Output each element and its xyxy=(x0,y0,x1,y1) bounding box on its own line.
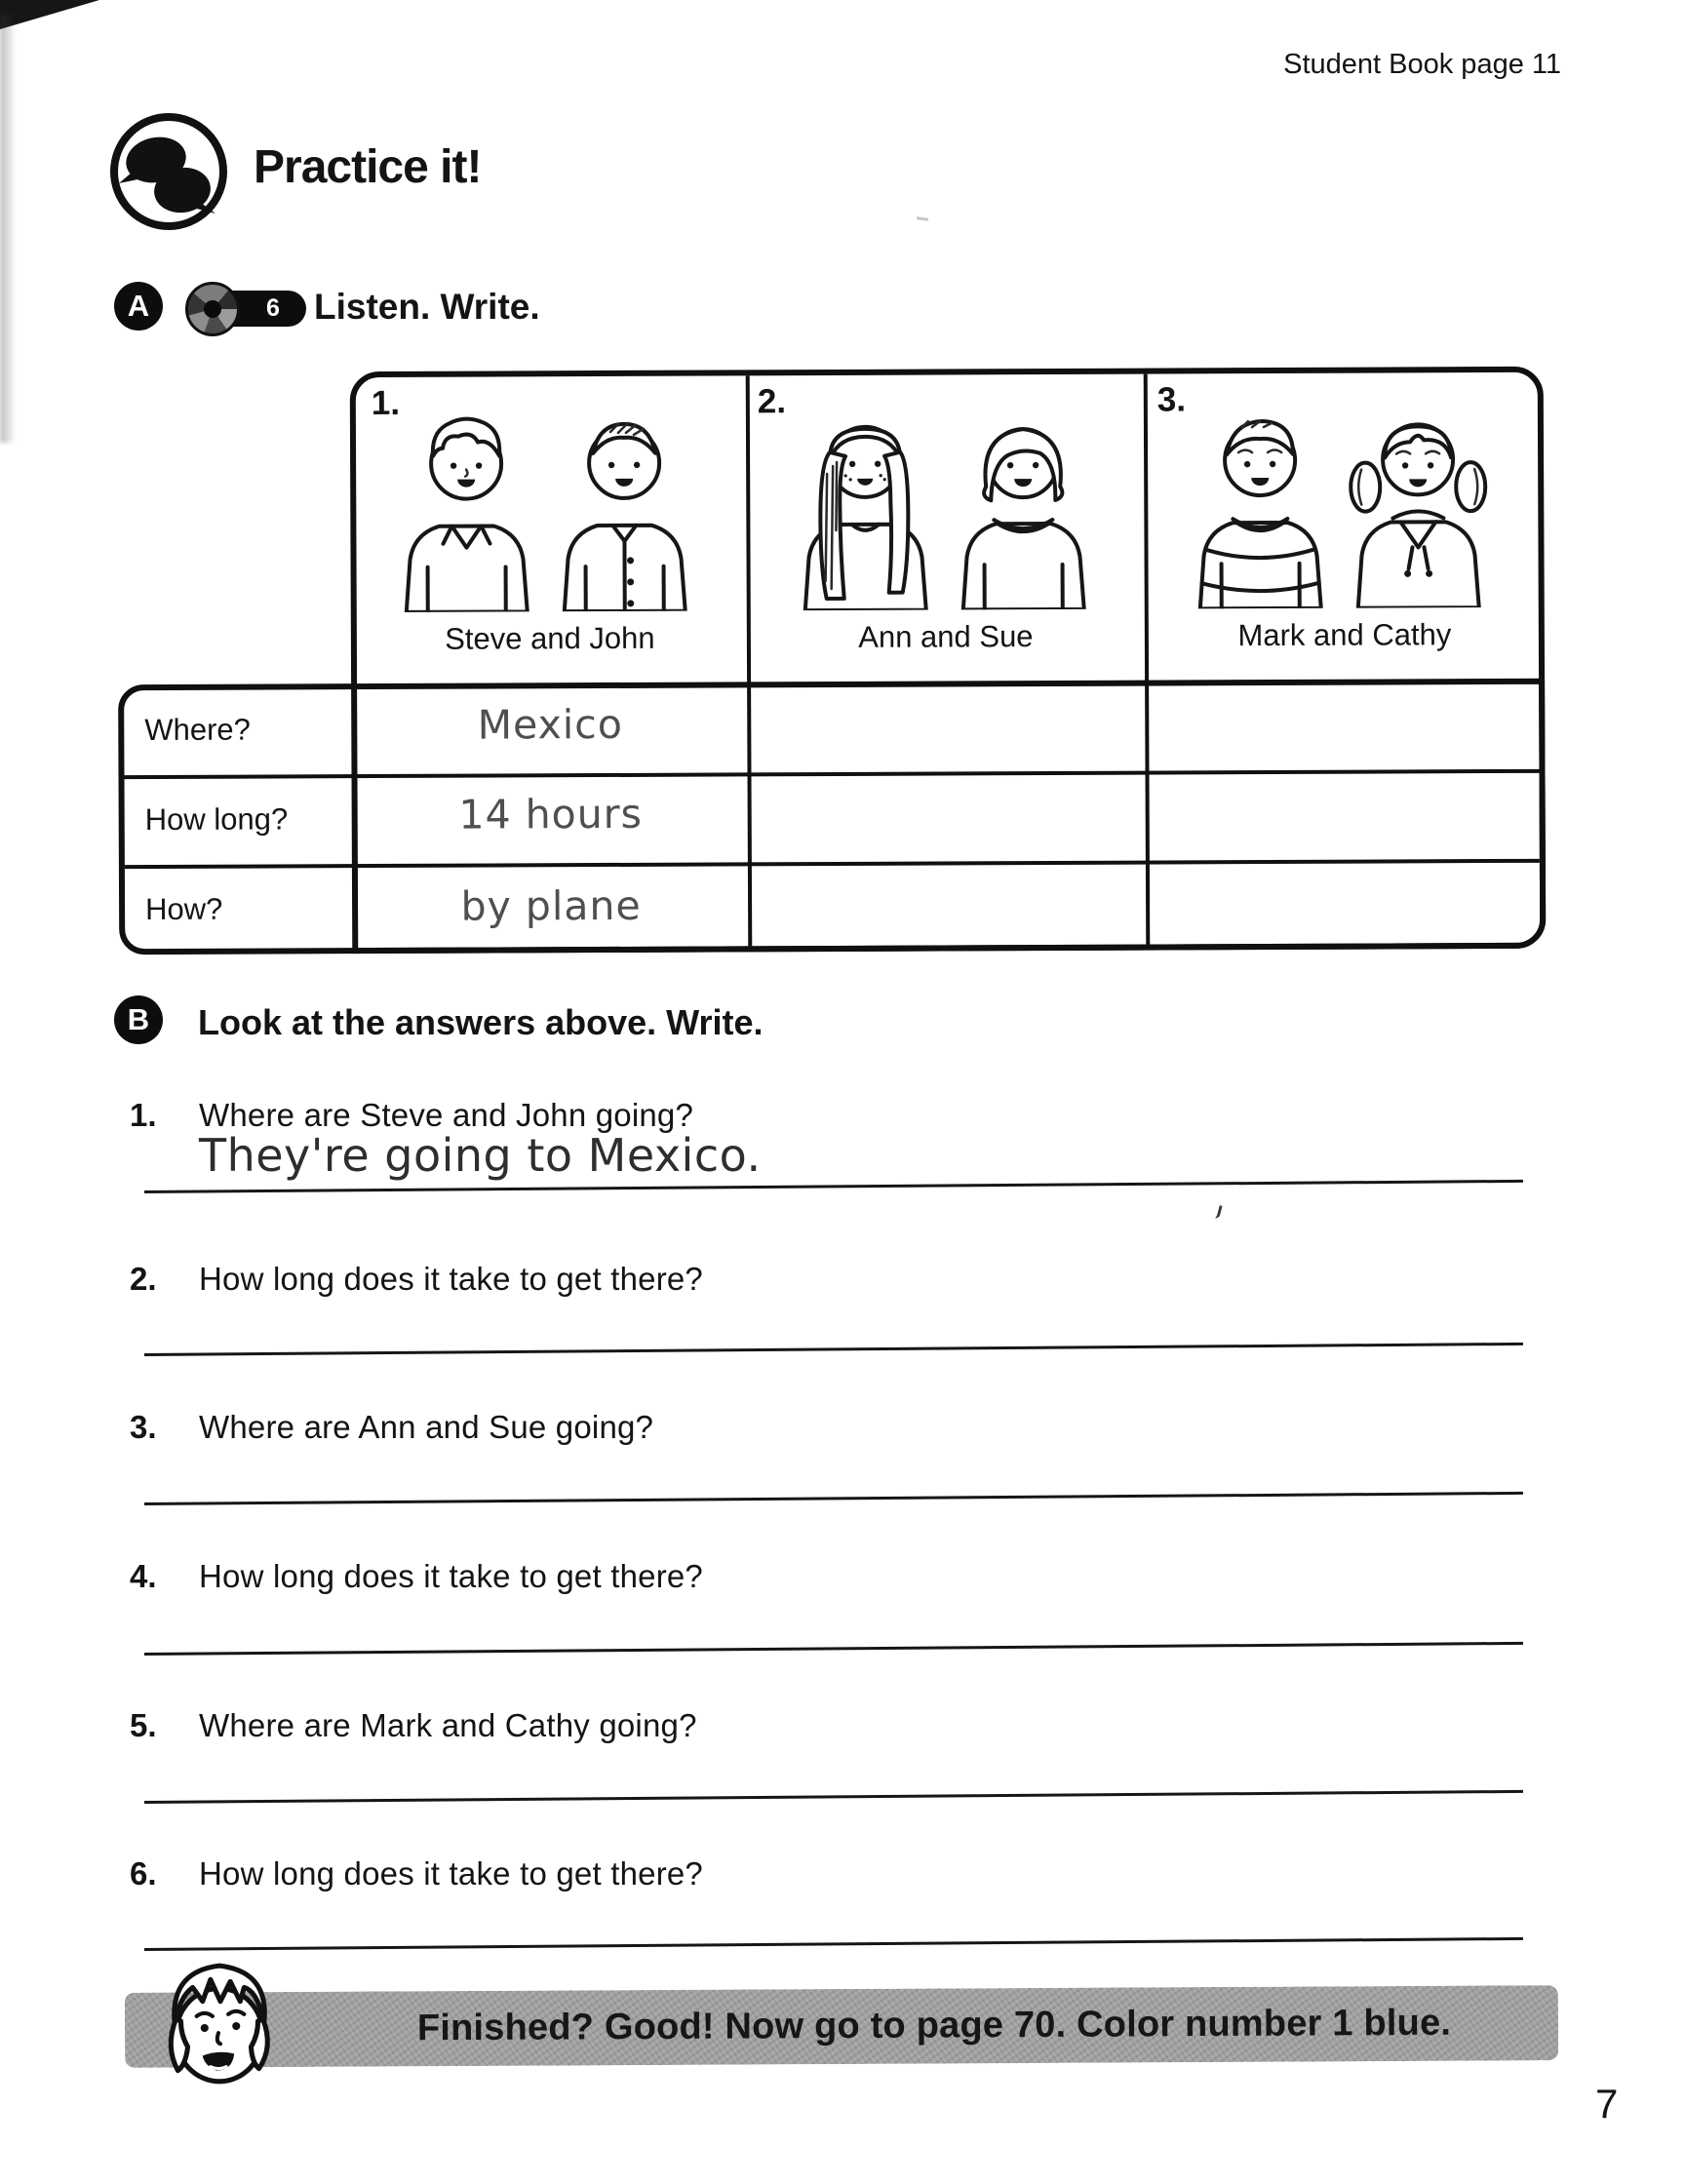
answer-cell-how-col3[interactable] xyxy=(1152,865,1542,947)
question-3-number: 3. xyxy=(130,1409,157,1445)
section-a-instruction: Listen. Write. xyxy=(314,287,540,327)
answer-cell-how-long-col3[interactable] xyxy=(1152,775,1542,859)
student-book-reference: Student Book page 11 xyxy=(1283,49,1561,80)
row-label-how-long: How long? xyxy=(144,801,289,838)
question-3-text: Where are Ann and Sue going? xyxy=(199,1409,654,1445)
answer-cell-how-col2[interactable] xyxy=(754,867,1144,949)
section-b-badge: B xyxy=(114,995,163,1044)
illustration-mark-and-cathy xyxy=(1186,401,1499,608)
question-2-number: 2. xyxy=(130,1261,157,1297)
question-4-number: 4. xyxy=(130,1558,157,1594)
row-label-how: How? xyxy=(145,891,223,927)
answer-how-col1: by plane xyxy=(460,881,642,930)
page-title: Practice it! xyxy=(254,141,482,193)
question-1-text: Where are Steve and John going? xyxy=(199,1097,694,1133)
column-number: 3. xyxy=(1156,380,1187,419)
answer-cell-how-long-col2[interactable] xyxy=(754,777,1144,861)
question-5-number: 5. xyxy=(130,1707,157,1743)
answer-cell-where-col2[interactable] xyxy=(753,682,1143,771)
question-6-text: How long does it take to get there? xyxy=(199,1855,703,1892)
answer-where-col1: Mexico xyxy=(477,700,623,749)
column-number: 1. xyxy=(371,383,401,423)
column-number: 2. xyxy=(757,382,787,421)
question-5-text: Where are Mark and Cathy going? xyxy=(199,1707,697,1743)
page-number: 7 xyxy=(1595,2081,1619,2126)
answer-cell-where-col3[interactable] xyxy=(1151,680,1541,769)
section-a-badge: A xyxy=(114,282,163,331)
question-4-text: How long does it take to get there? xyxy=(199,1558,703,1594)
question-1-answer: They're going to Mexico. xyxy=(199,1129,762,1182)
question-6-number: 6. xyxy=(130,1855,157,1892)
section-b-instruction: Look at the answers above. Write. xyxy=(198,1002,764,1042)
illustration-ann-and-sue xyxy=(791,403,1104,610)
question-1-number: 1. xyxy=(130,1097,157,1133)
finished-banner-text: Finished? Good! Now go to page 70. Color number 1 blue. xyxy=(416,2002,1452,2049)
question-2-text: How long does it take to get there? xyxy=(199,1261,703,1297)
column-caption: Steve and John xyxy=(445,620,655,656)
cd-track-number: 6 xyxy=(211,291,306,327)
column-caption: Mark and Cathy xyxy=(1237,617,1452,653)
finished-banner xyxy=(125,1985,1558,2068)
row-label-where: Where? xyxy=(144,712,251,748)
answer-how-long-col1: 14 hours xyxy=(458,790,644,838)
illustration-steve-and-john xyxy=(392,405,705,612)
column-caption: Ann and Sue xyxy=(858,619,1034,654)
kid-face-icon xyxy=(154,1956,285,2094)
